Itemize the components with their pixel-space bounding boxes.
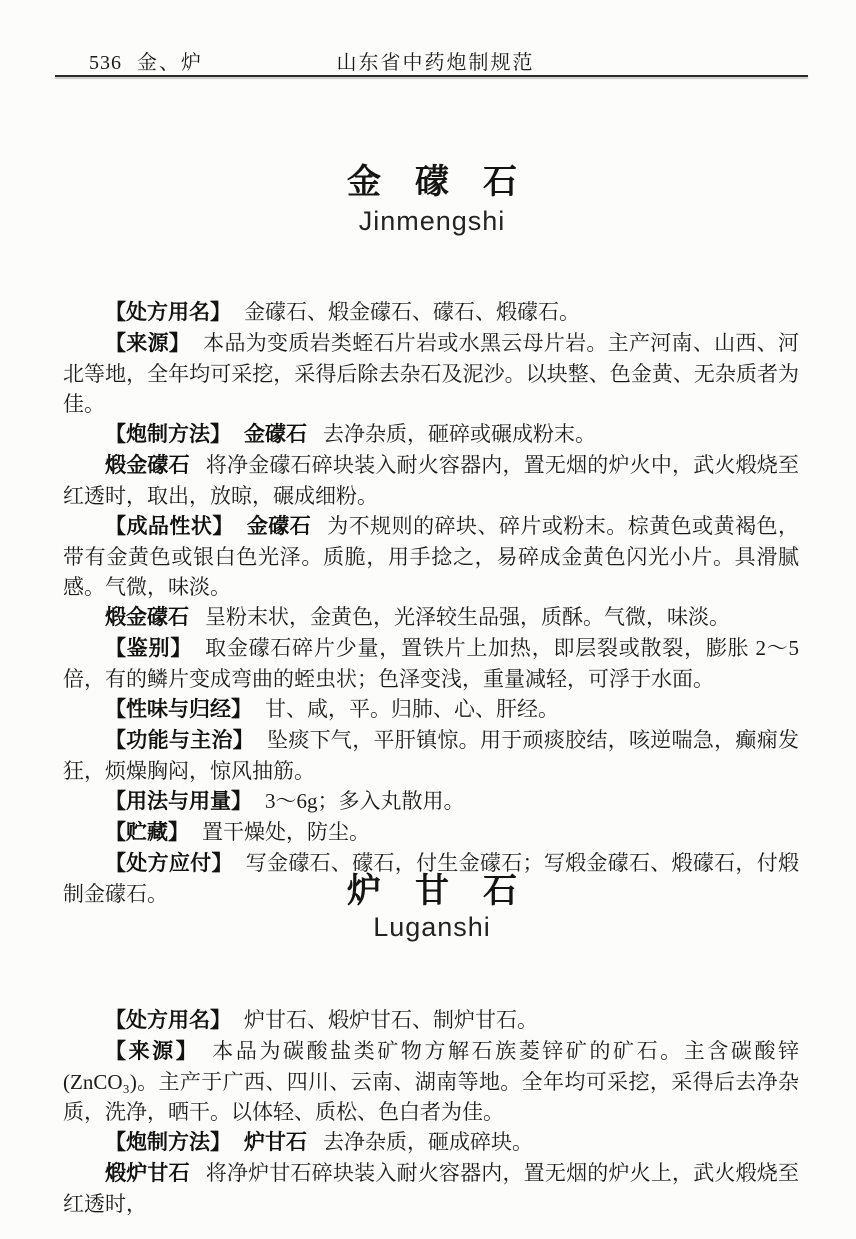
entry-paragraph [63, 450, 799, 511]
entry-title-jinmengshi: 金 礞 石 [347, 163, 517, 201]
entry-paragraph [63, 511, 799, 602]
entry-body-jinmengshi [63, 297, 799, 909]
header-left-group [89, 46, 203, 75]
entry-paragraph [63, 786, 799, 817]
entry-paragraph [63, 419, 799, 450]
subitem-name: 金礞石 [246, 515, 312, 538]
field-label: 【鉴别】 [105, 637, 193, 660]
field-label: 【用法与用量】 [105, 790, 252, 813]
field-label: 【性味与归经】 [105, 698, 252, 721]
paragraph-text: 为不规则的碎块、碎片或粉末。棕黄色或黄褐色，带有金黄色或银白色光泽。质脆，用手捻之，易碎成金黄色闪光小片。具滑腻感。气微，味淡。 [63, 514, 800, 599]
field-label: 【炮制方法】 [105, 423, 231, 446]
page-number: 536 [89, 52, 122, 74]
paragraph-text: 本品为碳酸盐类矿物方解石族菱锌矿的矿石。主含碳酸锌(ZnCO₃)。主产于广西、四川、云南、湖南等地。全年均可采挖，采得后去净杂质，洗净，晒干。以体轻、质松、色白者为佳。 [63, 1039, 800, 1124]
paragraph-text: 甘、咸，平。归肺、心、肝经。 [265, 697, 559, 721]
paragraph-text: 将净炉甘石碎块装入耐火容器内，置无烟的炉火上，武火煅烧至红透时， [63, 1161, 800, 1216]
paragraph-text: 置干燥处，防尘。 [202, 820, 370, 844]
paragraph-text: 写金礞石、礞石，付生金礞石；写煅金礞石、煅礞石，付煅制金礞石。 [63, 851, 800, 906]
entry-paragraph [63, 817, 799, 848]
field-label: 【贮藏】 [105, 821, 189, 844]
book-title: 山东省中药炮制规范 [336, 52, 535, 74]
entry-paragraph [63, 1158, 799, 1219]
paragraph-text: 去净杂质，砸碎或碾成粉末。 [323, 422, 596, 446]
section-label: 金、炉 [137, 52, 203, 74]
paragraph-text: 金礞石、煅金礞石、礞石、煅礞石。 [244, 300, 580, 324]
field-label: 【处方用名】 [105, 1009, 231, 1032]
entry-body-luganshi [63, 1005, 799, 1219]
subitem-name: 煅炉甘石 [105, 1162, 190, 1185]
field-label: 【处方应付】 [105, 852, 233, 875]
field-label: 【来源】 [105, 1040, 200, 1063]
paragraph-text: 炉甘石、煅炉甘石、制炉甘石。 [244, 1008, 538, 1032]
entry-paragraph [63, 1127, 799, 1158]
subitem-name: 炉甘石 [244, 1131, 307, 1154]
paragraph-text: 取金礞石碎片少量，置铁片上加热，即层裂或散裂，膨胀 2～5 倍，有的鳞片变成弯曲的蛭虫状；色泽变浅，重量减轻，可浮于水面。 [63, 636, 799, 691]
field-label: 【成品性状】 [105, 515, 234, 538]
entry-paragraph [63, 1036, 799, 1127]
entry-paragraph [63, 694, 799, 725]
field-label: 【来源】 [105, 332, 191, 355]
header-rule [55, 75, 808, 77]
field-label: 【处方用名】 [105, 301, 231, 324]
entry-paragraph [63, 1005, 799, 1036]
page-header [63, 46, 808, 72]
paragraph-text: 3～6g；多入丸散用。 [265, 789, 465, 813]
paragraph-text: 本品为变质岩类蛭石片岩或水黑云母片岩。主产河南、山西、河北等地，全年均可采挖，采得后除去杂石及泥沙。以块整、色金黄、无杂质者为佳。 [63, 331, 800, 416]
entry-paragraph [63, 725, 799, 786]
entry-paragraph [63, 328, 799, 419]
subitem-name: 金礞石 [244, 423, 307, 446]
paragraph-text: 去净杂质，砸成碎块。 [323, 1130, 533, 1154]
entry-title-luganshi: 炉 甘 石 [347, 872, 517, 910]
paragraph-text: 坠痰下气，平肝镇惊。用于顽痰胶结，咳逆喘急，癫痫发狂，烦燥胸闷，惊风抽筋。 [63, 728, 800, 783]
entry-paragraph [63, 297, 799, 328]
entry-paragraph [63, 633, 799, 694]
subitem-name: 煅金礞石 [105, 454, 190, 477]
entry-pinyin-luganshi: Luganshi [373, 912, 491, 942]
entry-paragraph [63, 602, 799, 633]
entry-pinyin-jinmengshi: Jinmengshi [358, 206, 506, 236]
subitem-name: 煅金礞石 [105, 606, 189, 629]
field-label: 【功能与主治】 [105, 729, 255, 752]
paragraph-text: 将净金礞石碎块装入耐火容器内，置无烟的炉火中，武火煅烧至红透时，取出，放晾，碾成细粉。 [63, 453, 800, 508]
field-label: 【炮制方法】 [105, 1131, 231, 1154]
paragraph-text: 呈粉末状，金黄色，光泽较生品强，质酥。气微，味淡。 [205, 605, 730, 629]
